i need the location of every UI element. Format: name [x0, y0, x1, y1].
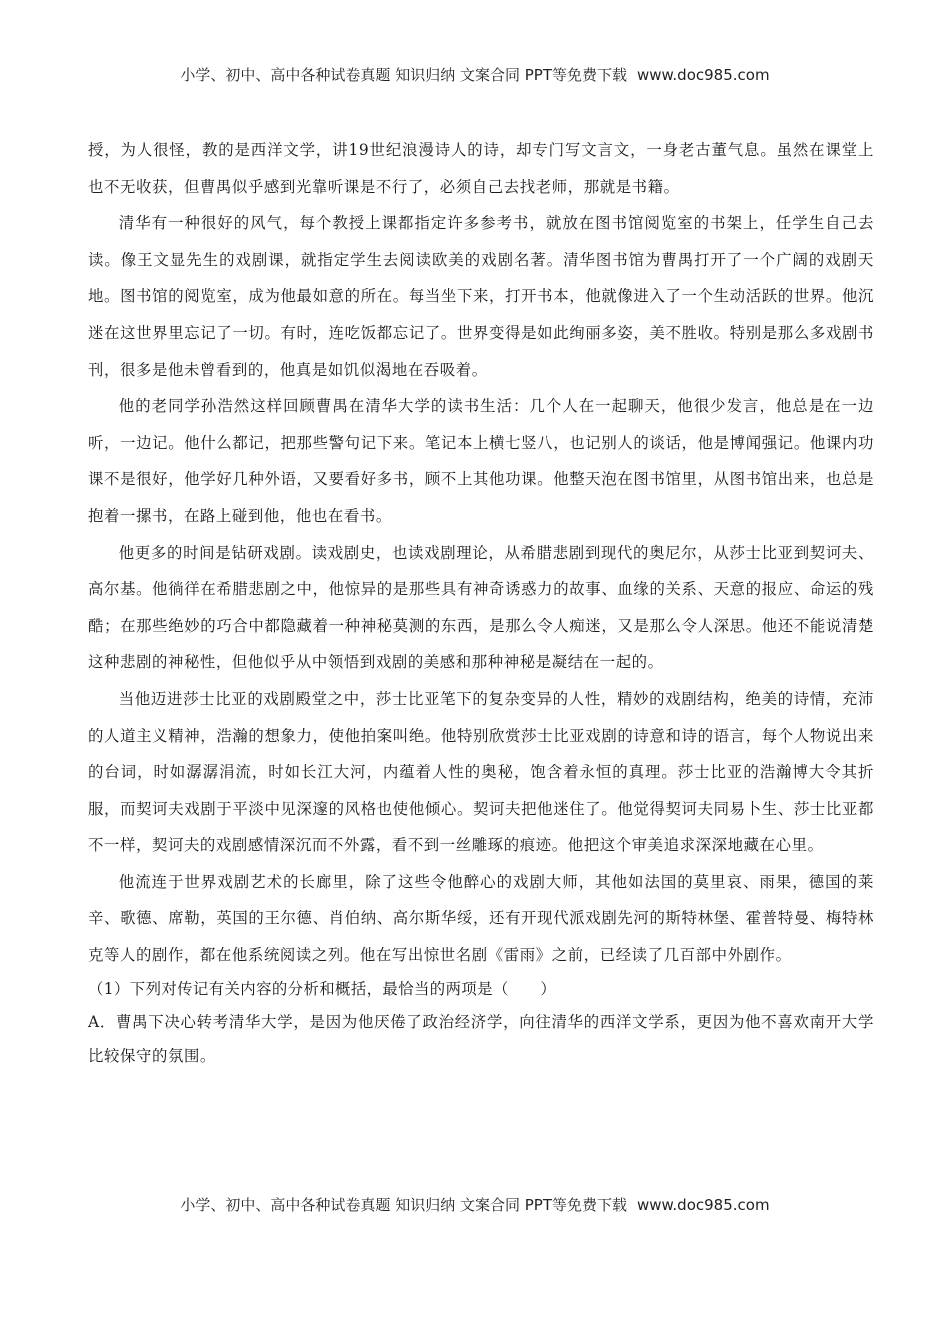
paragraph-6: 他流连于世界戏剧艺术的长廊里，除了这些令他醉心的戏剧大师，其他如法国的莫里哀、雨果，德国的莱辛、歌德、席勒，英国的王尔德、肖伯纳、高尔斯华绥，还有开现代派戏剧先河的斯特林堡、霍普特曼、梅特林克等人的剧作，都在他系统阅读之列。他在写出惊世名剧《雷雨》之前，已经读了几百部中外剧作。 [88, 872, 874, 965]
paragraph-2: 清华有一种很好的风气，每个教授上课都指定许多参考书，就放在图书馆阅览室的书架上，任学生自己去读。像王文显先生的戏剧课，就指定学生去阅读欧美的戏剧名著。清华图书馆为曹禺打开了一个广阔的戏剧天地。图书馆的阅览室，成为他最如意的所在。每当坐下来，打开书本，他就像进入了一个生动活跃的世界。他沉迷在这世界里忘记了一切。有时，连吃饭都忘记了。世界变得是如此绚丽多姿，美不胜收。特别是那么多戏剧书刊，很多是他未曾看到的，他真是如饥似渴地在吞吸着。 [88, 214, 874, 379]
header-url[interactable]: www.doc985.com [636, 66, 770, 84]
paragraph-5: 当他迈进莎士比亚的戏剧殿堂之中，莎士比亚笔下的复杂变异的人性，精妙的戏剧结构，绝美的诗情，充沛的人道主义精神，浩瀚的想象力，使他拍案叫绝。他特别欣赏莎士比亚戏剧的诗意和诗的语言，每个人物说出来的台词，时如潺潺涓流，时如长江大河，内蕴着人性的奥秘，饱含着永恒的真理。莎士比亚的浩瀚博大令其折服，而契诃夫戏剧于平淡中见深邃的风格也使他倾心。契诃夫把他迷住了。他觉得契诃夫同易卜生、莎士比亚都不一样，契诃夫的戏剧感情深沉而不外露，看不到一丝雕琢的痕迹。他把这个审美追求深深地藏在心里。 [88, 689, 874, 855]
option-a: A．曹禺下决心转考清华大学，是因为他厌倦了政治经济学，向往清华的西洋文学系，更因为他不喜欢南开大学比较保守的氛围。 [88, 1012, 874, 1065]
page-header [0, 64, 950, 85]
question-1: （1）下列对传记有关内容的分析和概括，最恰当的两项是（ ） [88, 979, 557, 998]
document-body [88, 132, 874, 1073]
paragraph-1: 授，为人很怪，教的是西洋文学，讲19世纪浪漫诗人的诗，却专门写文言文，一身老古董气息。虽然在课堂上也不无收获，但曹禺似乎感到光靠听课是不行了，必须自己去找老师，那就是书籍。 [88, 141, 874, 196]
paragraph-4: 他更多的时间是钻研戏剧。读戏剧史，也读戏剧理论，从希腊悲剧到现代的奥尼尔，从莎士比亚到契诃夫、高尔基。他徜徉在希腊悲剧之中，他惊异的是那些具有神奇诱惑力的故事、血缘的关系、天意的报应、命运的残酷；在那些绝妙的巧合中都隐藏着一种神秘莫测的东西，是那么令人痴迷，又是那么令人深思。他还不能说清楚这种悲剧的神秘性，但他似乎从中领悟到戏剧的美感和那种神秘是凝结在一起的。 [88, 543, 874, 672]
page-footer [0, 1194, 950, 1215]
paragraph-3: 他的老同学孙浩然这样回顾曹禺在清华大学的读书生活：几个人在一起聊天，他很少发言，他总是在一边听，一边记。他什么都记，把那些警句记下来。笔记本上横七竖八，也记别人的谈话，他是博闻强记。他课内功课不是很好，他学好几种外语，又要看好多书，顾不上其他功课。他整天泡在图书馆里，从图书馆出来，也总是抱着一摞书，在路上碰到他，他也在看书。 [88, 397, 874, 525]
footer-url[interactable]: www.doc985.com [636, 1196, 770, 1214]
footer-text: 小学、初中、高中各种试卷真题 知识归纳 文案合同 PPT等免费下载 [180, 1196, 627, 1214]
header-text: 小学、初中、高中各种试卷真题 知识归纳 文案合同 PPT等免费下载 [180, 66, 627, 84]
